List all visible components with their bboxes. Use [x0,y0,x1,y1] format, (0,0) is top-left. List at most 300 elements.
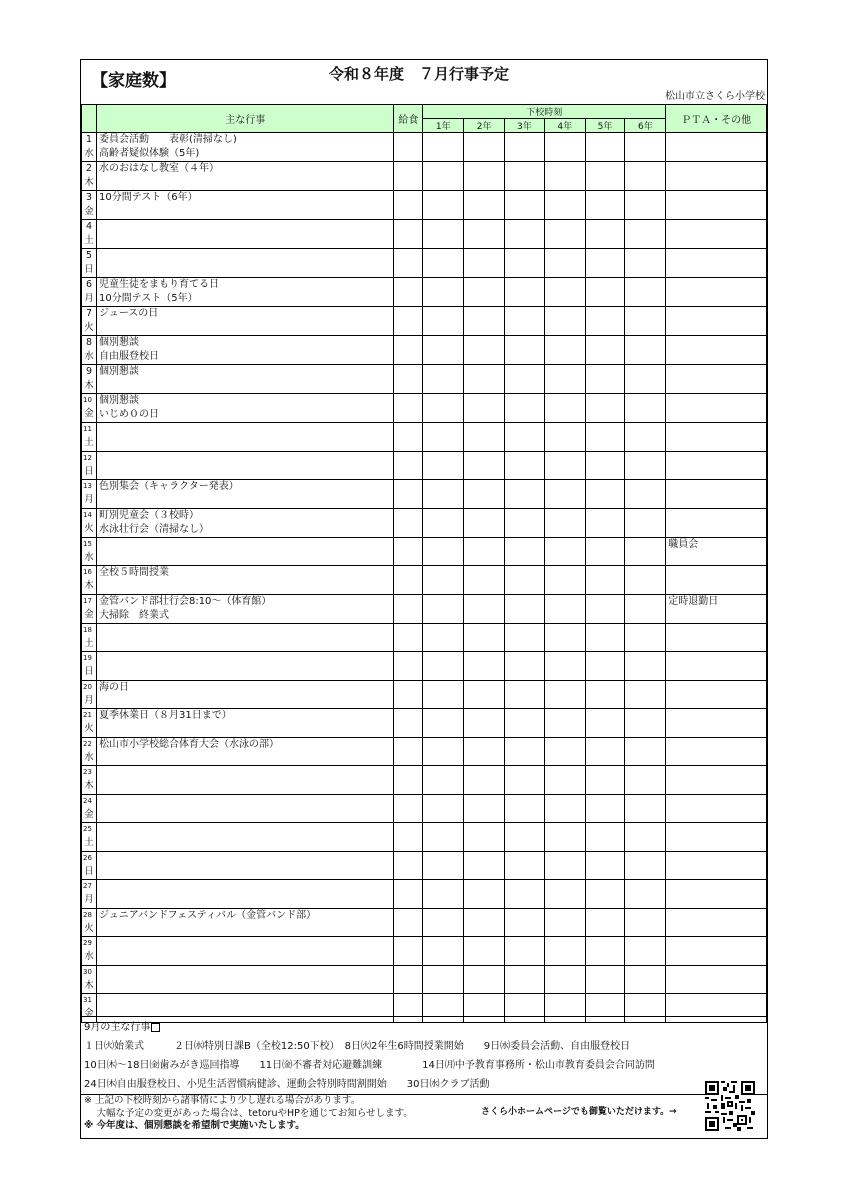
pta-cell: 定時退勤日 [666,594,767,623]
weekday: 金 [84,206,94,217]
dismissal-cell-grade-1 [423,278,464,307]
events-cell [96,307,394,336]
dismissal-cell-grade-2 [464,766,505,795]
weekday: 月 [84,293,94,304]
dismissal-cell-grade-4 [544,594,585,623]
weekday: 木 [84,780,94,791]
day-row [82,965,767,994]
dismissal-cell-grade-6 [625,680,666,709]
dismissal-cell-grade-6 [625,709,666,738]
event-item: 高齢者疑似体験（5年) [98,148,200,159]
day-cell [82,537,97,566]
dismissal-cell-grade-3 [505,566,545,595]
dismissal-cell-grade-2 [464,451,505,480]
dismissal-cell-grade-6 [625,623,666,652]
note-line: ※ 上記の下校時刻から諸事情により少し遅れる場合があります。 [84,1095,361,1106]
weekday: 日 [84,865,94,877]
dismissal-cell-grade-2 [464,537,505,566]
dismissal-cell-grade-3 [505,937,545,966]
day-row [82,537,767,566]
day-row [82,423,767,452]
events-cell [96,423,394,452]
lunch-header: 給食 [394,105,423,133]
dismissal-cell-grade-5 [585,937,625,966]
notes [84,1095,413,1133]
event-item: 委員会活動 表彰(清掃なし) [98,134,237,145]
dismissal-cell-grade-2 [464,965,505,994]
lunch-cell [394,394,423,423]
day-cell [82,965,97,994]
dismissal-cell-grade-1 [423,480,464,509]
dismissal-cell-grade-1 [423,307,464,336]
dismissal-cell-grade-4 [544,162,585,191]
dismissal-cell-grade-6 [625,965,666,994]
dismissal-cell-grade-3 [505,680,545,709]
events-cell [96,880,394,909]
dismissal-cell-grade-5 [585,709,625,738]
pta-cell [666,133,767,162]
pta-cell [666,794,767,823]
day-cell [82,394,97,423]
day-cell [82,908,97,937]
dismissal-cell-grade-2 [464,249,505,278]
day-number: 20 [83,682,92,691]
dismissal-cell-grade-6 [625,307,666,336]
day-cell [82,336,97,365]
dismissal-cell-grade-4 [544,191,585,220]
pta-cell [666,423,767,452]
day-cell [82,794,97,823]
next-month-line: 10日㈭～18日㈮歯みがき巡回指導 11日㈮不審者対応避難訓練 14日㈪中予教育事務所・松山市教育委員会合同訪問 [84,1060,655,1071]
day-cell [82,652,97,681]
dismissal-cell-grade-4 [544,220,585,249]
events-cell [96,794,394,823]
weekday: 水 [84,351,94,362]
schedule-table [81,104,767,1023]
day-number: 29 [83,939,92,947]
day-number: 23 [83,768,92,776]
dismissal-cell-grade-1 [423,794,464,823]
dismissal-cell-grade-6 [625,220,666,249]
event-item: 10分間テスト（6年） [98,192,198,203]
dismissal-cell-grade-2 [464,794,505,823]
dismissal-cell-grade-1 [423,133,464,162]
dismissal-cell-grade-3 [505,133,545,162]
pta-cell [666,451,767,480]
day-cell [82,880,97,909]
event-item: 全校５時間授業 [98,567,169,578]
day-row [82,766,767,795]
events-cell [96,623,394,652]
weekday: 土 [84,235,94,246]
pta-cell: 職員会 [666,537,767,566]
day-number: 2 [85,163,92,174]
grade-3-header: 3年 [505,119,545,133]
day-number: 4 [85,221,92,232]
dismissal-cell-grade-4 [544,851,585,880]
dismissal-cell-grade-2 [464,162,505,191]
dismissal-cell-grade-1 [423,451,464,480]
day-row [82,937,767,966]
dismissal-cell-grade-6 [625,249,666,278]
dismissal-cell-grade-6 [625,336,666,365]
day-cell [82,480,97,509]
weekday: 金 [84,1008,94,1019]
events-cell [96,737,394,766]
day-number: 3 [85,192,92,203]
pta-cell [666,394,767,423]
day-number: 27 [83,882,92,890]
event-item: 金管バンド部壮行会8:10～（体育館） [98,595,272,607]
day-number: 13 [83,482,92,490]
day-row [82,794,767,823]
events-cell [96,823,394,852]
dismissal-cell-grade-5 [585,423,625,452]
dismissal-cell-grade-5 [585,823,625,852]
dismissal-cell-grade-6 [625,162,666,191]
schedule-rows [82,133,767,1023]
day-number: 14 [83,510,92,519]
day-row [82,162,767,191]
event-item: 町別児童会（３校時） [98,509,199,521]
day-row [82,191,767,220]
dismissal-cell-grade-3 [505,908,545,937]
dismissal-cell-grade-5 [585,365,625,394]
dismissal-cell-grade-3 [505,623,545,652]
lunch-cell [394,908,423,937]
pta-cell [666,162,767,191]
event-item: ジュニアバンドフェスティバル（金管バンド部） [98,909,317,921]
events-cell [96,278,394,307]
pta-cell [666,737,767,766]
dismissal-cell-grade-6 [625,480,666,509]
events-cell [96,365,394,394]
dismissal-cell-grade-2 [464,594,505,623]
events-cell [96,709,394,738]
day-row [82,336,767,365]
pta-cell [666,307,767,336]
day-number: 1 [85,134,92,145]
pta-cell [666,508,767,537]
dismissal-cell-grade-6 [625,937,666,966]
day-cell [82,766,97,795]
weekday: 日 [84,264,94,275]
dismissal-cell-grade-4 [544,394,585,423]
lunch-cell [394,423,423,452]
day-number: 26 [83,853,92,862]
event-item: 個別懇談 [98,395,139,406]
dismissal-header: 下校時刻 [423,105,666,119]
weekday: 金 [84,608,94,620]
dismissal-cell-grade-1 [423,680,464,709]
dismissal-cell-grade-1 [423,766,464,795]
dismissal-cell-grade-5 [585,680,625,709]
weekday: 土 [84,637,94,649]
events-cell [96,766,394,795]
pta-cell [666,766,767,795]
day-row [82,365,767,394]
lunch-cell [394,737,423,766]
weekday: 水 [84,751,94,763]
day-number: 28 [83,910,92,919]
day-row [82,307,767,336]
day-cell [82,307,97,336]
school-name: 松山市立さくら小学校 [665,91,765,102]
weekday: 水 [84,551,94,563]
lunch-cell [394,480,423,509]
pta-cell [666,480,767,509]
dismissal-cell-grade-4 [544,249,585,278]
dismissal-cell-grade-1 [423,537,464,566]
lunch-cell [394,594,423,623]
grade-4-header: 4年 [544,119,585,133]
lunch-cell [394,566,423,595]
day-number: 31 [83,996,92,1004]
day-number: 11 [83,425,92,433]
lunch-cell [394,249,423,278]
events-cell [96,680,394,709]
events-cell [96,937,394,966]
pta-cell [666,365,767,394]
lunch-cell [394,680,423,709]
dismissal-cell-grade-4 [544,423,585,452]
pta-cell [666,851,767,880]
weekday: 水 [84,148,94,159]
dismissal-cell-grade-5 [585,594,625,623]
dismissal-cell-grade-5 [585,766,625,795]
day-cell [82,220,97,249]
dismissal-cell-grade-6 [625,566,666,595]
dismissal-cell-grade-4 [544,623,585,652]
dismissal-cell-grade-4 [544,680,585,709]
dismissal-cell-grade-2 [464,680,505,709]
lunch-cell [394,133,423,162]
dismissal-cell-grade-4 [544,537,585,566]
date-header [82,105,97,133]
dismissal-cell-grade-6 [625,766,666,795]
day-number: 6 [85,279,92,290]
dismissal-cell-grade-2 [464,220,505,249]
dismissal-cell-grade-3 [505,480,545,509]
event-item: いじめ０の日 [98,409,159,420]
dismissal-cell-grade-5 [585,451,625,480]
day-number: 9 [85,366,92,377]
next-month-line: １日㈫始業式 ２日㈬特別日課B（全校12:50下校） 8日㈫2年生6時間授業開始 9日㈬委員会活動、自由服登校日 [84,1041,631,1052]
dismissal-cell-grade-1 [423,937,464,966]
events-cell [96,220,394,249]
lunch-cell [394,451,423,480]
day-cell [82,566,97,595]
day-number: 18 [83,625,92,634]
grade-5-header: 5年 [585,119,625,133]
dismissal-cell-grade-2 [464,623,505,652]
day-cell [82,709,97,738]
event-item: 夏季休業日（８月31日まで） [98,710,232,721]
weekday: 火 [84,322,94,333]
lunch-cell [394,851,423,880]
dismissal-cell-grade-1 [423,709,464,738]
lunch-cell [394,766,423,795]
day-number: 16 [83,568,92,576]
dismissal-cell-grade-5 [585,394,625,423]
dismissal-cell-grade-4 [544,937,585,966]
dismissal-cell-grade-1 [423,908,464,937]
event-item: 松山市小学校総合体育大会（水泳の部） [98,738,279,750]
events-cell [96,851,394,880]
weekday: 火 [84,922,94,934]
dismissal-cell-grade-5 [585,336,625,365]
dismissal-cell-grade-6 [625,851,666,880]
dismissal-cell-grade-3 [505,451,545,480]
pta-cell [666,680,767,709]
lunch-cell [394,937,423,966]
dismissal-cell-grade-5 [585,652,625,681]
dismissal-cell-grade-2 [464,336,505,365]
day-row [82,451,767,480]
events-cell [96,191,394,220]
dismissal-cell-grade-5 [585,794,625,823]
dismissal-cell-grade-2 [464,737,505,766]
event-item: 大掃除 終業式 [98,609,169,621]
household-count-label: 【家庭数】 [91,71,176,91]
day-row [82,508,767,537]
dismissal-cell-grade-2 [464,191,505,220]
events-cell [96,566,394,595]
event-item: 水のおはなし教室（４年） [98,163,219,174]
dismissal-cell-grade-1 [423,508,464,537]
dismissal-cell-grade-4 [544,794,585,823]
pta-cell [666,623,767,652]
dismissal-cell-grade-1 [423,394,464,423]
day-row [82,480,767,509]
pta-cell [666,278,767,307]
day-number: 8 [85,337,92,348]
pta-cell [666,220,767,249]
day-row [82,908,767,937]
next-month-section [84,1018,764,1094]
header [81,60,767,105]
dismissal-cell-grade-3 [505,823,545,852]
dismissal-cell-grade-2 [464,394,505,423]
qr-code-icon[interactable] [705,1081,755,1131]
dismissal-cell-grade-6 [625,451,666,480]
event-item: 水泳壮行会（清掃なし） [98,523,209,535]
note-line: 大幅な予定の変更があった場合は、tetoruやHPを通じてお知らせします。 [84,1107,413,1119]
lunch-cell [394,307,423,336]
lunch-cell [394,623,423,652]
event-item: 10分間テスト（5年） [98,293,198,304]
day-row [82,709,767,738]
day-number: 21 [83,711,92,719]
dismissal-cell-grade-5 [585,162,625,191]
dismissal-cell-grade-6 [625,594,666,623]
weekday: 水 [84,951,94,962]
dismissal-cell-grade-5 [585,220,625,249]
pta-cell [666,191,767,220]
dismissal-cell-grade-5 [585,249,625,278]
day-cell [82,851,97,880]
dismissal-cell-grade-1 [423,851,464,880]
dismissal-cell-grade-2 [464,652,505,681]
dismissal-cell-grade-4 [544,880,585,909]
day-cell [82,680,97,709]
day-cell [82,737,97,766]
pta-cell [666,249,767,278]
day-cell [82,278,97,307]
dismissal-cell-grade-2 [464,133,505,162]
day-row [82,278,767,307]
dismissal-cell-grade-5 [585,537,625,566]
dismissal-cell-grade-6 [625,794,666,823]
day-row [82,594,767,623]
dismissal-cell-grade-5 [585,133,625,162]
lunch-cell [394,191,423,220]
lunch-cell [394,336,423,365]
lunch-cell [394,508,423,537]
day-row [82,880,767,909]
dismissal-cell-grade-3 [505,766,545,795]
next-month-heading [84,1018,764,1037]
grade-2-header: 2年 [464,119,505,133]
lunch-cell [394,794,423,823]
events-cell [96,652,394,681]
weekday: 木 [84,380,94,391]
dismissal-cell-grade-2 [464,851,505,880]
next-month-line: 24日㈭自由服登校日、小児生活習慣病健診、運動会特別時間割開始 30日㈬クラブ活動 [84,1079,490,1090]
checkbox-square-icon [151,1023,160,1032]
day-number: 22 [83,739,92,748]
lunch-cell [394,537,423,566]
dismissal-cell-grade-6 [625,191,666,220]
day-number: 7 [85,308,92,319]
lunch-cell [394,652,423,681]
day-number: 15 [83,539,92,548]
dismissal-cell-grade-1 [423,823,464,852]
pta-cell [666,908,767,937]
dismissal-cell-grade-1 [423,566,464,595]
next-month-heading-text: 9月の主な行事 [84,1022,151,1033]
weekday: 木 [84,979,94,991]
day-cell [82,623,97,652]
weekday: 月 [84,494,94,505]
dismissal-cell-grade-3 [505,794,545,823]
dismissal-cell-grade-3 [505,965,545,994]
pta-cell [666,937,767,966]
dismissal-cell-grade-4 [544,737,585,766]
dismissal-cell-grade-3 [505,880,545,909]
dismissal-cell-grade-6 [625,133,666,162]
pta-header: ＰＴＡ・その他 [666,105,767,133]
dismissal-cell-grade-2 [464,823,505,852]
dismissal-cell-grade-3 [505,278,545,307]
event-item: 個別懇談 [98,337,139,348]
lunch-cell [394,823,423,852]
lunch-cell [394,880,423,909]
dismissal-cell-grade-5 [585,278,625,307]
schedule-sheet [80,59,768,1139]
day-number: 24 [83,796,92,805]
dismissal-cell-grade-1 [423,737,464,766]
day-row [82,680,767,709]
day-row [82,851,767,880]
dismissal-cell-grade-2 [464,566,505,595]
dismissal-cell-grade-3 [505,307,545,336]
dismissal-cell-grade-1 [423,365,464,394]
dismissal-cell-grade-1 [423,191,464,220]
dismissal-cell-grade-2 [464,480,505,509]
dismissal-cell-grade-4 [544,133,585,162]
day-cell [82,249,97,278]
